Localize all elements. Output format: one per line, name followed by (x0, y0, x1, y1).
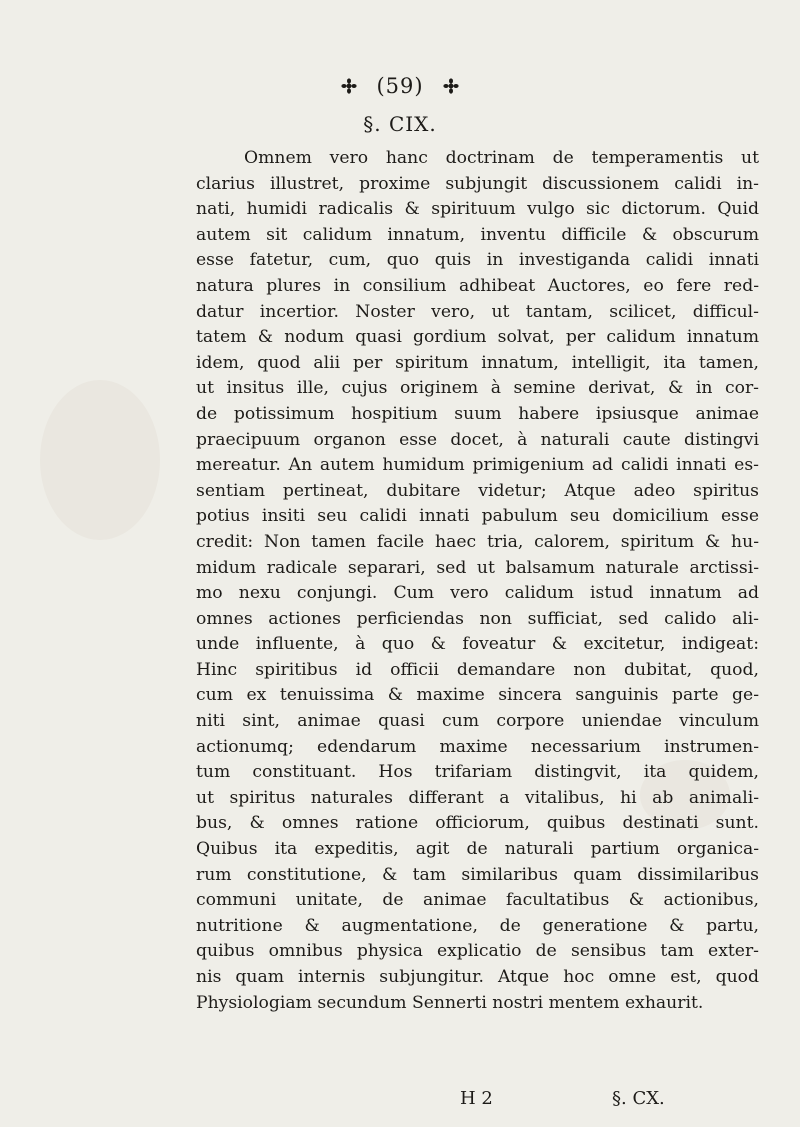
text-line: bus, & omnes ratione officiorum, quibus destinati sunt. (196, 813, 759, 834)
text-line: ut spiritus naturales differant a vitalibus, hi ab animali- (196, 787, 759, 808)
signature-mark: H 2 (460, 1088, 493, 1109)
text-line: Hinc spiritibus id officii demandare non dubitat, quod, (196, 659, 759, 680)
body-text (196, 146, 759, 1016)
text-line: autem sit calidum innatum, inventu difficile & obscurum (196, 224, 759, 245)
text-line: praecipuum organon esse docet, à naturali caute distingvi (196, 429, 759, 450)
text-line: mo nexu conjungi. Cum vero calidum istud innatum ad (196, 583, 759, 604)
section-heading: §. CIX. (363, 112, 437, 136)
text-line: idem, quod alii per spiritum innatum, intelligit, ita tamen, (196, 352, 759, 373)
text-line: tatem & nodum quasi gordium solvat, per calidum innatum (196, 327, 759, 348)
text-line: mereatur. An autem humidum primigenium ad calidi innati es- (196, 455, 759, 476)
text-line: de potissimum hospitium suum habere ipsiusque animae (196, 403, 759, 424)
fleuron-icon (341, 78, 357, 94)
text-line: omnes actiones perficiendas non sufficiat, sed calido ali- (196, 608, 759, 629)
text-line: esse fatetur, cum, quo quis in investiganda calidi innati (196, 250, 759, 271)
text-line: cum ex tenuissima & maxime sincera sanguinis parte ge- (196, 685, 759, 706)
text-line: niti sint, animae quasi cum corpore uniendae vinculum (196, 711, 759, 732)
text-line: tum constituant. Hos trifariam distingvit, ita quidem, (196, 762, 759, 783)
text-line: Physiologiam secundum Sennerti nostri mentem exhaurit. (196, 992, 704, 1013)
text-line: potius insiti seu calidi innati pabulum seu domicilium esse (196, 506, 759, 527)
text-line: clarius illustret, proxime subjungit discussionem calidi in- (196, 173, 759, 194)
text-line: nutritione & augmentatione, de generatione & partu, (196, 915, 759, 936)
text-line: Omnem vero hanc doctrinam de temperamentis ut (244, 148, 759, 168)
text-line: ut insitus ille, cujus originem à semine derivat, & in cor- (196, 378, 759, 399)
text-line: unde influente, à quo & foveatur & excitetur, indigeat: (196, 634, 759, 655)
running-head (0, 74, 800, 98)
text-line: quibus omnibus physica explicatio de sensibus tam exter- (196, 941, 759, 962)
text-line: rum constitutione, & tam similaribus quam dissimilaribus (196, 864, 759, 885)
text-line: datur incertior. Noster vero, ut tantam, scilicet, difficul- (196, 301, 759, 322)
paper-stain (40, 380, 160, 540)
text-line: actionumq; edendarum maxime necessarium instrumen- (196, 736, 759, 757)
text-line: Quibus ita expeditis, agit de naturali partium organica- (196, 839, 759, 860)
catchword: §. CX. (612, 1088, 665, 1109)
text-line: nati, humidi radicalis & spirituum vulgo sic dictorum. Quid (196, 199, 759, 220)
text-line: midum radicale separari, sed ut balsamum naturale arctissi- (196, 557, 759, 578)
text-line: sentiam pertineat, dubitare videtur; Atque adeo spiritus (196, 480, 759, 501)
text-line: natura plures in consilium adhibeat Auctores, eo fere red- (196, 275, 759, 296)
page-footer (0, 1088, 800, 1127)
text-line: credit: Non tamen facile haec tria, calorem, spiritum & hu- (196, 531, 759, 552)
text-line: nis quam internis subjungitur. Atque hoc omne est, quod (196, 967, 759, 987)
fleuron-icon (443, 78, 459, 94)
page-number: (59) (376, 74, 424, 98)
text-line: communi unitate, de animae facultatibus & actionibus, (196, 890, 759, 911)
